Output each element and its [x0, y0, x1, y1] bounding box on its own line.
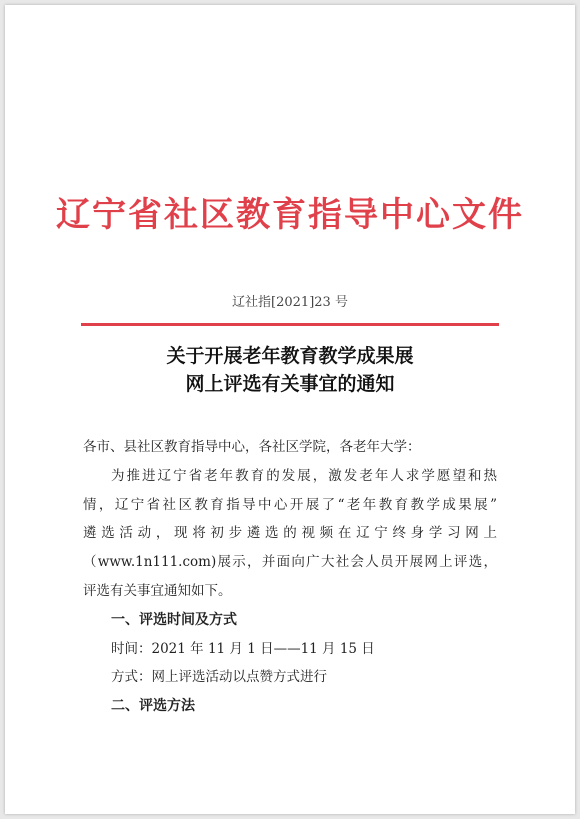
salutation: 各市、县社区教育指导中心，各社区学院，各老年大学： [83, 439, 421, 455]
document-page [5, 5, 575, 814]
paragraph-line-3: 遴选活动，现将初步遴选的视频在辽宁终身学习网上 [83, 525, 497, 542]
section-1-time: 时间：2021 年 11 月 1 日——11 月 15 日 [111, 640, 375, 657]
red-divider [81, 323, 499, 326]
document-number: 辽社指[2021]23 号 [232, 295, 348, 310]
notice-title-line-2: 网上评选有关事宜的通知 [185, 373, 395, 395]
paragraph-line-5: 评选有关事宜通知如下。 [83, 582, 232, 599]
paragraph-line-4: （www.1n111.com)展示，并面向广大社会人员开展网上评选， [83, 554, 497, 571]
notice-body [83, 433, 497, 721]
section-1-heading: 一、评选时间及方式 [111, 611, 237, 628]
notice-title-line-1: 关于开展老年教育教学成果展 [166, 345, 414, 367]
paragraph-line-2: 情，辽宁省社区教育指导中心开展了“老年教育教学成果展” [83, 496, 497, 513]
paragraph-line-1: 为推进辽宁省老年教育的发展，激发老年人求学愿望和热 [111, 467, 497, 484]
section-1-method: 方式：网上评选活动以点赞方式进行 [111, 669, 327, 686]
document-header-title: 辽宁省社区教育指导中心文件 [56, 195, 524, 235]
notice-title [5, 342, 575, 398]
section-2-heading: 二、评选方法 [111, 698, 195, 715]
